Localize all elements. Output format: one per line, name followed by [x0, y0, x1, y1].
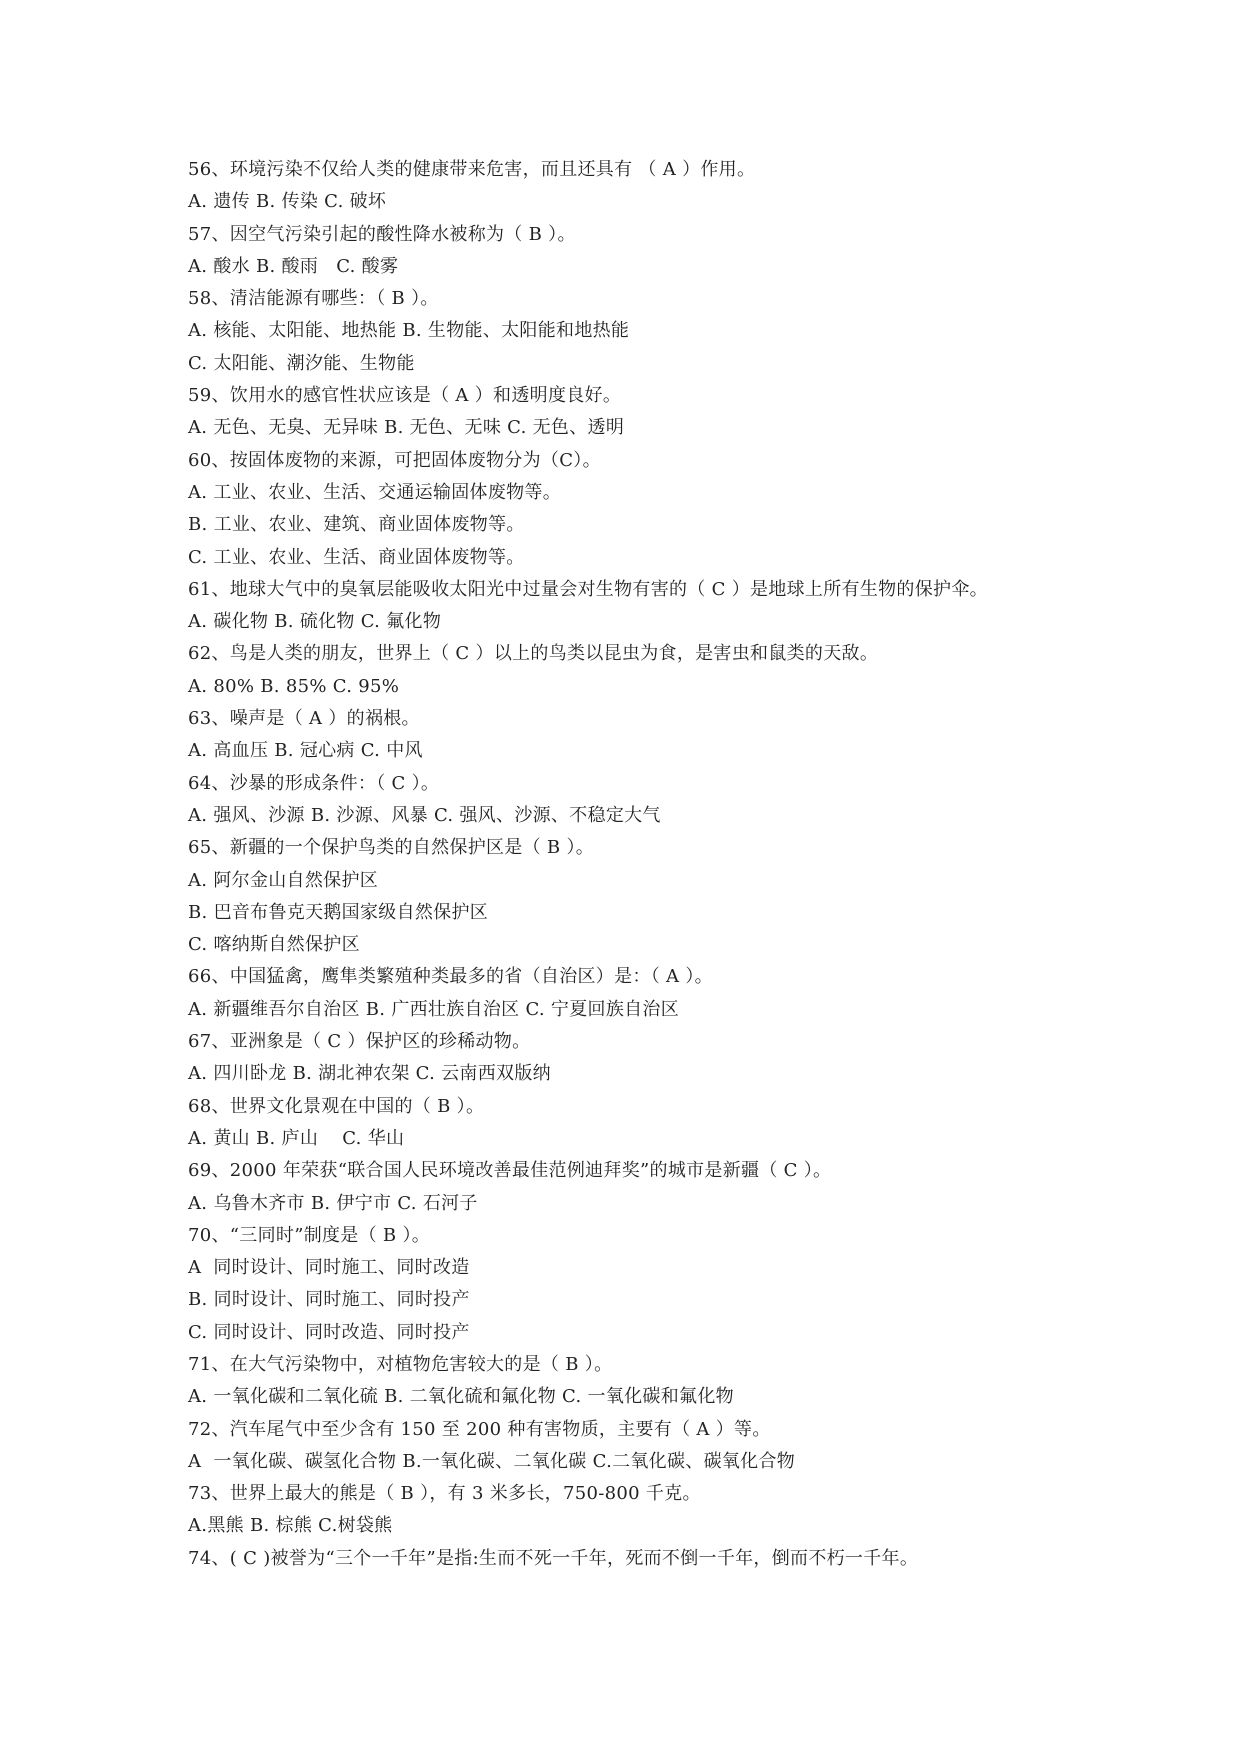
options-68: A. 黄山 B. 庐山 C. 华山	[188, 1127, 405, 1149]
option-65-b: B. 巴音布鲁克天鹅国家级自然保护区	[188, 901, 489, 923]
options-72: A 一氧化碳、碳氢化合物 B.一氧化碳、二氧化碳 C.二氧化碳、碳氧化合物	[188, 1450, 796, 1472]
option-60-b: B. 工业、农业、建筑、商业固体废物等。	[188, 514, 525, 536]
question-66: 66、中国猛禽，鹰隼类繁殖种类最多的省（自治区）是：（ A ）。	[188, 966, 713, 988]
document-body	[188, 154, 1188, 1575]
question-59: 59、饮用水的感官性状应该是（ A ）和透明度良好。	[188, 385, 622, 407]
options-61: A. 碳化物 B. 硫化物 C. 氟化物	[188, 611, 442, 633]
options-58-c: C. 太阳能、潮汐能、生物能	[188, 352, 415, 374]
option-70-c: C. 同时设计、同时改造、同时投产	[188, 1321, 470, 1343]
question-73: 73、世界上最大的熊是（ B ），有 3 米多长，750-800 千克。	[188, 1483, 701, 1505]
options-57: A. 酸水 B. 酸雨 C. 酸雾	[188, 255, 399, 277]
option-70-a: A 同时设计、同时施工、同时改造	[188, 1257, 470, 1279]
question-64: 64、沙暴的形成条件：（ C ）。	[188, 772, 440, 794]
question-65: 65、新疆的一个保护鸟类的自然保护区是（ B ）。	[188, 837, 595, 859]
options-64: A. 强风、沙源 B. 沙源、风暴 C. 强风、沙源、不稳定大气	[188, 804, 661, 826]
option-60-c: C. 工业、农业、生活、商业固体废物等。	[188, 546, 525, 568]
options-62: A. 80% B. 85% C. 95%	[188, 675, 400, 697]
question-60: 60、按固体废物的来源，可把固体废物分为（C）。	[188, 449, 601, 471]
options-67: A. 四川卧龙 B. 湖北神农架 C. 云南西双版纳	[188, 1063, 551, 1085]
options-69: A. 乌鲁木齐市 B. 伊宁市 C. 石河子	[188, 1192, 478, 1214]
question-61: 61、地球大气中的臭氧层能吸收太阳光中过量会对生物有害的（ C ）是地球上所有生物的保护伞。	[188, 578, 988, 600]
options-73: A.黑熊 B. 棕熊 C.树袋熊	[188, 1515, 393, 1537]
option-70-b: B. 同时设计、同时施工、同时投产	[188, 1289, 470, 1311]
options-58-ab: A. 核能、太阳能、地热能 B. 生物能、太阳能和地热能	[188, 320, 630, 342]
question-74: 74、( C )被誉为“三个一千年”是指:生而不死一千年，死而不倒一千年，倒而不朽一千年。	[188, 1547, 919, 1569]
question-67: 67、亚洲象是（ C ）保护区的珍稀动物。	[188, 1031, 531, 1053]
question-57: 57、因空气污染引起的酸性降水被称为（ B ）。	[188, 223, 576, 245]
option-60-a: A. 工业、农业、生活、交通运输固体废物等。	[188, 481, 562, 503]
question-72: 72、汽车尾气中至少含有 150 至 200 种有害物质，主要有（ A ）等。	[188, 1418, 771, 1440]
options-63: A. 高血压 B. 冠心病 C. 中风	[188, 740, 423, 762]
question-69: 69、2000 年荣获“联合国人民环境改善最佳范例迪拜奖”的城市是新疆（ C ）。	[188, 1160, 832, 1182]
question-63: 63、噪声是（ A ）的祸根。	[188, 708, 420, 730]
question-62: 62、鸟是人类的朋友，世界上（ C ）以上的鸟类以昆虫为食，是害虫和鼠类的天敌。	[188, 643, 879, 665]
options-71: A. 一氧化碳和二氧化硫 B. 二氧化硫和氟化物 C. 一氧化碳和氟化物	[188, 1386, 734, 1408]
option-65-a: A. 阿尔金山自然保护区	[188, 869, 379, 891]
options-56: A. 遗传 B. 传染 C. 破坏	[188, 191, 387, 213]
option-65-c: C. 喀纳斯自然保护区	[188, 934, 360, 956]
question-71: 71、在大气污染物中，对植物危害较大的是（ B ）。	[188, 1353, 613, 1375]
options-59: A. 无色、无臭、无异味 B. 无色、无味 C. 无色、透明	[188, 417, 625, 439]
options-66: A. 新疆维吾尔自治区 B. 广西壮族自治区 C. 宁夏回族自治区	[188, 998, 680, 1020]
question-68: 68、世界文化景观在中国的（ B ）。	[188, 1095, 485, 1117]
question-58: 58、清洁能源有哪些：（ B ）。	[188, 288, 439, 310]
question-70: 70、“三同时”制度是（ B ）。	[188, 1224, 431, 1246]
question-56: 56、环境污染不仅给人类的健康带来危害，而且还具有 （ A ）作用。	[188, 159, 756, 180]
